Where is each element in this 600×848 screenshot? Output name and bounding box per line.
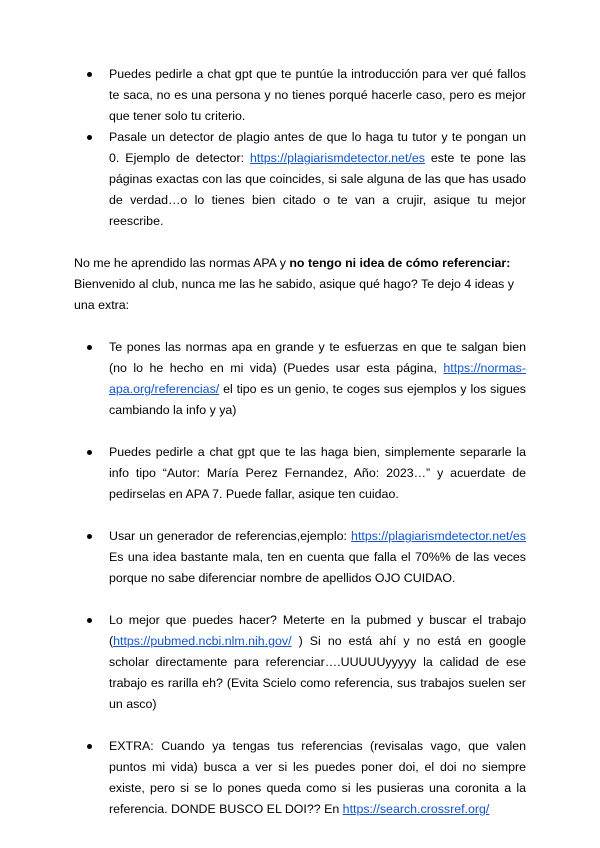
intro-paragraph <box>74 253 526 316</box>
paragraph-text: No me he aprendido las normas APA y <box>74 256 290 270</box>
list-item-text: Es una idea bastante mala, ten en cuenta que falla el 70%% de las veces porque no sabe diferenciar nombre de apellidos OJO CUIDAO. <box>109 550 526 585</box>
list-item-text: el tipo es un genio, te coges sus ejemplos y los sigues cambiando la info y ya) <box>109 382 526 417</box>
list-item-text: Pasale un detector de plagio antes de que lo haga tu tutor y te pongan un 0. Ejemplo de detector: <box>109 130 526 165</box>
list-item <box>74 337 526 421</box>
paragraph-bold-text: no tengo ni idea de cómo referenciar: <box>289 256 511 270</box>
list-item <box>74 64 526 127</box>
normas-apa-link[interactable]: https://normas-apa.org/referencias/ <box>109 361 526 396</box>
crossref-link[interactable]: https://search.crossref.org/ <box>342 802 490 816</box>
reference-generator-link[interactable]: https://plagiarismdetector.net/es <box>351 529 526 543</box>
list-item-text: Puedes pedirle a chat gpt que te las haga bien, simplemente separarle la info tipo “Autor: María Perez Fernandez, Año: 2023…” y acuerdate de pedirselas en APA 7. Puede fallar, asique ten cuidao. <box>109 445 526 501</box>
list-item-text: este te pone las páginas exactas con las que coincides, si sale alguna de las que has usado de verdad…o lo tienes bien citado o te van a crujir, asique tu mejor reescribe. <box>109 151 526 228</box>
list-item-text: Usar un generador de referencias,ejemplo: <box>109 529 352 543</box>
bullet-list-ideas <box>74 337 526 820</box>
list-item <box>74 526 526 589</box>
list-item-text: Lo mejor que puedes hacer? Meterte en la pubmed y buscar el trabajo ( <box>109 613 526 648</box>
list-item-text: EXTRA: Cuando ya tengas tus referencias (revisalas vago, que valen puntos mi vida) busca a ver si les puedes poner doi, el doi no siempre existe, pero si se lo pones queda como si les pusieras una coronita a la referencia. DONDE BUSCO EL DOI?? En <box>109 739 526 816</box>
list-item-text: Te pones las normas apa en grande y te esfuerzas en que te salgan bien (no lo he hecho en mi vida) (Puedes usar esta página, <box>109 340 526 375</box>
list-item <box>74 610 526 715</box>
pubmed-link[interactable]: https://pubmed.ncbi.nlm.nih.gov/ <box>113 634 292 648</box>
bullet-list-tips <box>74 64 526 232</box>
list-item <box>74 736 526 820</box>
paragraph-text: Bienvenido al club, nunca me las he sabido, asique qué hago? Te dejo 4 ideas y una extra: <box>74 277 514 312</box>
plagiarism-detector-link[interactable]: https://plagiarismdetector.net/es <box>249 151 425 165</box>
list-item <box>74 127 526 232</box>
list-item-text: Puedes pedirle a chat gpt que te puntúe la introducción para ver qué fallos te saca, no es una persona y no tienes porqué hacerle caso, pero es mejor que tener solo tu criterio. <box>109 67 526 123</box>
list-item <box>74 442 526 505</box>
list-item-text: ) Si no está ahí y no está en google scholar directamente para referenciar….UUUUUyyyyy la calidad de ese trabajo es rarilla eh? (Evita Scielo como referencia, sus trabajos suelen ser un asco) <box>109 634 526 711</box>
